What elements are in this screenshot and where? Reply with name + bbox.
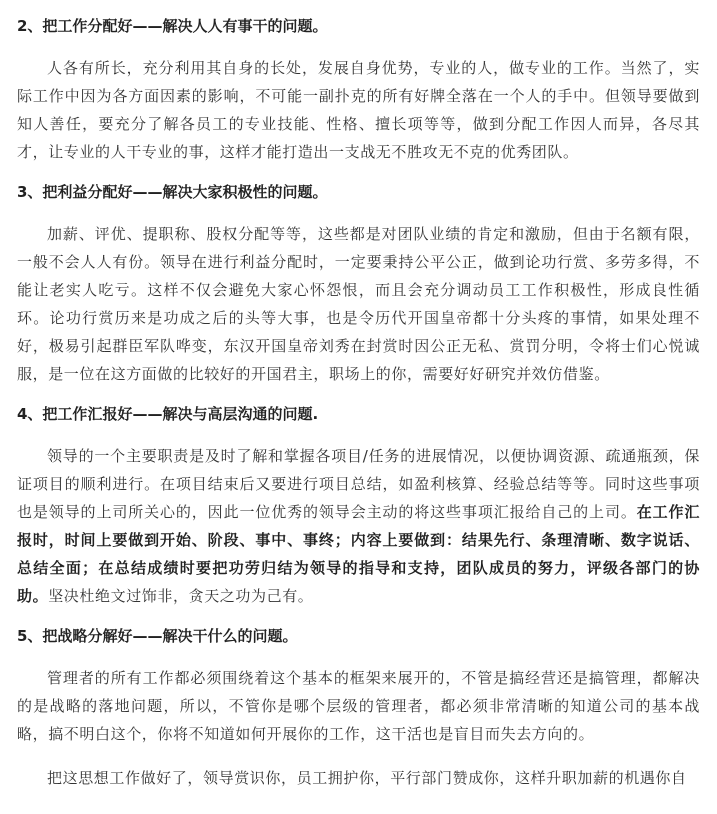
paragraph-plain-text: 领导的一个主要职责是及时了解和掌握各项目/任务的进展情况，以便协调资源、疏通瓶颈，保证项目的顺利进行。在项目结束后又要进行项目总结，如盈利核算、经验总结等等。同时这些事项也是领导的上司所关心的，因此一位优秀的领导会主动的将这些事项汇报给自己的上司。 [17, 447, 700, 521]
section-paragraph-5: 管理者的所有工作都必须围绕着这个基本的框架来展开的，不管是搞经营还是搞管理，都解决的是战略的落地问题，所以，不管你是哪个层级的管理者，都必须非常清晰的知道公司的基本战略，搞不明白这个，你将不知道如何开展你的工作，这干活也是盲目而失去方向的。 [17, 669, 700, 743]
article-body [17, 0, 700, 792]
section-title-4: 4、把工作汇报好——解决与高层沟通的问题. [17, 405, 319, 423]
paragraph-bold-text: 在工作汇报时，时间上要做到开始、阶段、事中、事终；内容上要做到：结果先行、条理清晰、数字说话、总结全面；在总结成绩时要把功劳归结为领导的指导和支持，团队成员的努力，评级各部门的协助。 [17, 503, 701, 605]
section-paragraph-4 [17, 442, 700, 610]
section-paragraph-3: 加薪、评优、提职称、股权分配等等，这些都是对团队业绩的肯定和激励，但由于名额有限，一般不会人人有份。领导在进行利益分配时，一定要秉持公平公正，做到论功行赏、多劳多得，不能让老实人吃亏。这样不仅会避免大家心怀怨恨，而且会充分调动员工工作积极性，形成良性循环。论功行赏历来是功成之后的头等大事，也是令历代开国皇帝都十分头疼的事情，如果处理不好，极易引起群臣军队哗变，东汉开国皇帝刘秀在封赏时因公正无私、赏罚分明，令将士们心悦诚服，是一位在这方面做的比较好的开国君主，职场上的你，需要好好研究并效仿借鉴。 [17, 225, 700, 383]
section-title-3: 3、把利益分配好——解决大家积极性的问题。 [17, 183, 328, 201]
section-title-5: 5、把战略分解好——解决干什么的问题。 [17, 627, 298, 645]
section-title-2: 2、把工作分配好——解决人人有事干的问题。 [17, 17, 328, 35]
paragraph-tail-text: 坚决杜绝文过饰非，贪天之功为己有。 [48, 587, 314, 605]
closing-paragraph: 把这思想工作做好了，领导赏识你，员工拥护你，平行部门赞成你，这样升职加薪的机遇你自 [47, 769, 687, 787]
section-paragraph-2: 人各有所长，充分利用其自身的长处，发展自身优势，专业的人，做专业的工作。当然了，实际工作中因为各方面因素的影响，不可能一副扑克的所有好牌全落在一个人的手中。但领导要做到知人善任，要充分了解各员工的专业技能、性格、擅长项等等，做到分配工作因人而异，各尽其才，让专业的人干专业的事，这样才能打造出一支战无不胜攻无不克的优秀团队。 [17, 59, 700, 161]
